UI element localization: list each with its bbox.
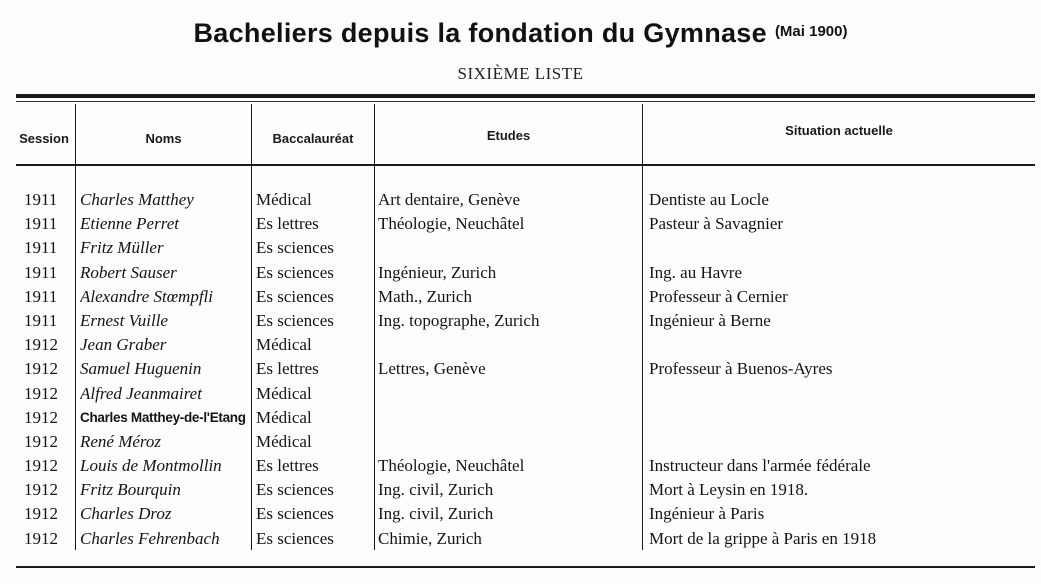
table-row xyxy=(0,430,1041,454)
table-row xyxy=(0,212,1041,236)
table-row xyxy=(0,285,1041,309)
bottom-rule xyxy=(16,566,1035,568)
cell-session: 1911 xyxy=(24,238,58,258)
cell-baccalaureat: Médical xyxy=(256,407,312,427)
cell-nom: Charles Matthey-de-l'Etang xyxy=(80,409,246,425)
cell-situation: Pasteur à Savagnier xyxy=(649,214,784,234)
cell-session: 1911 xyxy=(24,310,58,330)
cell-session: 1911 xyxy=(24,214,58,234)
title-date: (Mai 1900) xyxy=(774,23,848,40)
cell-situation: Professeur à Buenos-Ayres xyxy=(649,359,833,379)
table-row xyxy=(0,357,1041,381)
cell-baccalaureat: Médical xyxy=(256,190,312,209)
cell-nom: Fritz Bourquin xyxy=(80,480,181,500)
cell-baccalaureat: Médical xyxy=(256,335,312,355)
cell-nom: Alexandre Stœmpfli xyxy=(80,286,213,306)
table-row xyxy=(0,188,1041,212)
cell-baccalaureat: Es sciences xyxy=(256,310,334,330)
page-subtitle: SIXIÈME LISTE xyxy=(457,64,584,83)
cell-etudes: Ing. civil, Zurich xyxy=(378,480,494,500)
table-row xyxy=(0,454,1041,478)
top-rule-thin xyxy=(16,101,1035,102)
cell-baccalaureat: Es sciences xyxy=(256,528,334,548)
table-row xyxy=(0,406,1041,430)
cell-etudes: Ing. civil, Zurich xyxy=(378,504,494,524)
cell-situation: Mort à Leysin en 1918. xyxy=(649,480,809,500)
cell-nom: Charles Matthey xyxy=(80,190,194,209)
cell-nom: Robert Sauser xyxy=(80,262,177,282)
header-rule xyxy=(16,164,1035,166)
title-text: Bacheliers depuis la fondation du Gymnase xyxy=(193,18,767,48)
table-row xyxy=(0,478,1041,502)
cell-session: 1911 xyxy=(24,286,58,306)
cell-session: 1912 xyxy=(24,407,58,427)
table-row xyxy=(0,309,1041,333)
cell-baccalaureat: Es lettres xyxy=(256,214,319,234)
cell-session: 1912 xyxy=(24,456,58,476)
cell-nom: Ernest Vuille xyxy=(80,310,168,330)
cell-session: 1912 xyxy=(24,431,58,451)
page-title xyxy=(0,18,1041,49)
cell-nom: Samuel Huguenin xyxy=(80,359,202,379)
cell-etudes: Théologie, Neuchâtel xyxy=(378,456,525,476)
table-row xyxy=(0,502,1041,526)
cell-etudes: Ing. topographe, Zurich xyxy=(378,310,540,330)
top-rule xyxy=(16,94,1035,98)
cell-baccalaureat: Es sciences xyxy=(256,480,334,500)
table-body xyxy=(0,188,1041,551)
cell-etudes: Ingénieur, Zurich xyxy=(378,262,497,282)
cell-baccalaureat: Es sciences xyxy=(256,238,334,258)
table-row xyxy=(0,333,1041,357)
cell-nom: Charles Fehrenbach xyxy=(80,528,220,548)
cell-nom: Etienne Perret xyxy=(80,214,179,234)
table-row xyxy=(0,527,1041,551)
header-session: Session xyxy=(19,131,69,146)
cell-session: 1912 xyxy=(24,359,58,379)
cell-situation: Ingénieur à Paris xyxy=(649,504,765,524)
cell-etudes: Math., Zurich xyxy=(378,286,472,306)
cell-baccalaureat: Médical xyxy=(256,383,312,403)
cell-session: 1912 xyxy=(24,528,58,548)
cell-etudes: Lettres, Genève xyxy=(378,359,486,379)
cell-nom: Louis de Montmollin xyxy=(80,456,222,476)
cell-etudes: Théologie, Neuchâtel xyxy=(378,214,525,234)
cell-baccalaureat: Es lettres xyxy=(256,456,319,476)
cell-etudes: Chimie, Zurich xyxy=(378,528,482,548)
cell-nom: Alfred Jeanmairet xyxy=(80,383,202,403)
table-row xyxy=(0,382,1041,406)
cell-nom: René Méroz xyxy=(80,431,162,451)
cell-situation: Ingénieur à Berne xyxy=(649,310,771,330)
table-row xyxy=(0,236,1041,260)
cell-session: 1912 xyxy=(24,480,58,500)
cell-etudes: Art dentaire, Genève xyxy=(378,190,521,209)
header-noms: Noms xyxy=(145,131,182,146)
cell-situation: Dentiste au Locle xyxy=(649,190,769,209)
cell-baccalaureat: Es sciences xyxy=(256,286,334,306)
cell-situation: Mort de la grippe à Paris en 1918 xyxy=(649,528,877,548)
cell-baccalaureat: Es lettres xyxy=(256,359,319,379)
cell-session: 1912 xyxy=(24,335,58,355)
cell-session: 1911 xyxy=(24,262,58,282)
cell-nom: Charles Droz xyxy=(80,504,172,524)
cell-nom: Fritz Müller xyxy=(80,238,164,258)
cell-session: 1912 xyxy=(24,383,58,403)
cell-baccalaureat: Médical xyxy=(256,431,312,451)
cell-baccalaureat: Es sciences xyxy=(256,262,334,282)
cell-situation: Professeur à Cernier xyxy=(649,286,788,306)
header-etudes: Etudes xyxy=(486,128,531,143)
header-situation: Situation actuelle xyxy=(785,123,893,138)
cell-situation: Ing. au Havre xyxy=(649,262,742,282)
header-baccalaureat: Baccalauréat xyxy=(272,131,354,146)
cell-baccalaureat: Es sciences xyxy=(256,504,334,524)
cell-session: 1911 xyxy=(24,190,58,209)
cell-session: 1912 xyxy=(24,504,58,524)
table-row xyxy=(0,261,1041,285)
cell-situation: Instructeur dans l'armée fédérale xyxy=(649,456,871,476)
cell-nom: Jean Graber xyxy=(80,335,167,355)
